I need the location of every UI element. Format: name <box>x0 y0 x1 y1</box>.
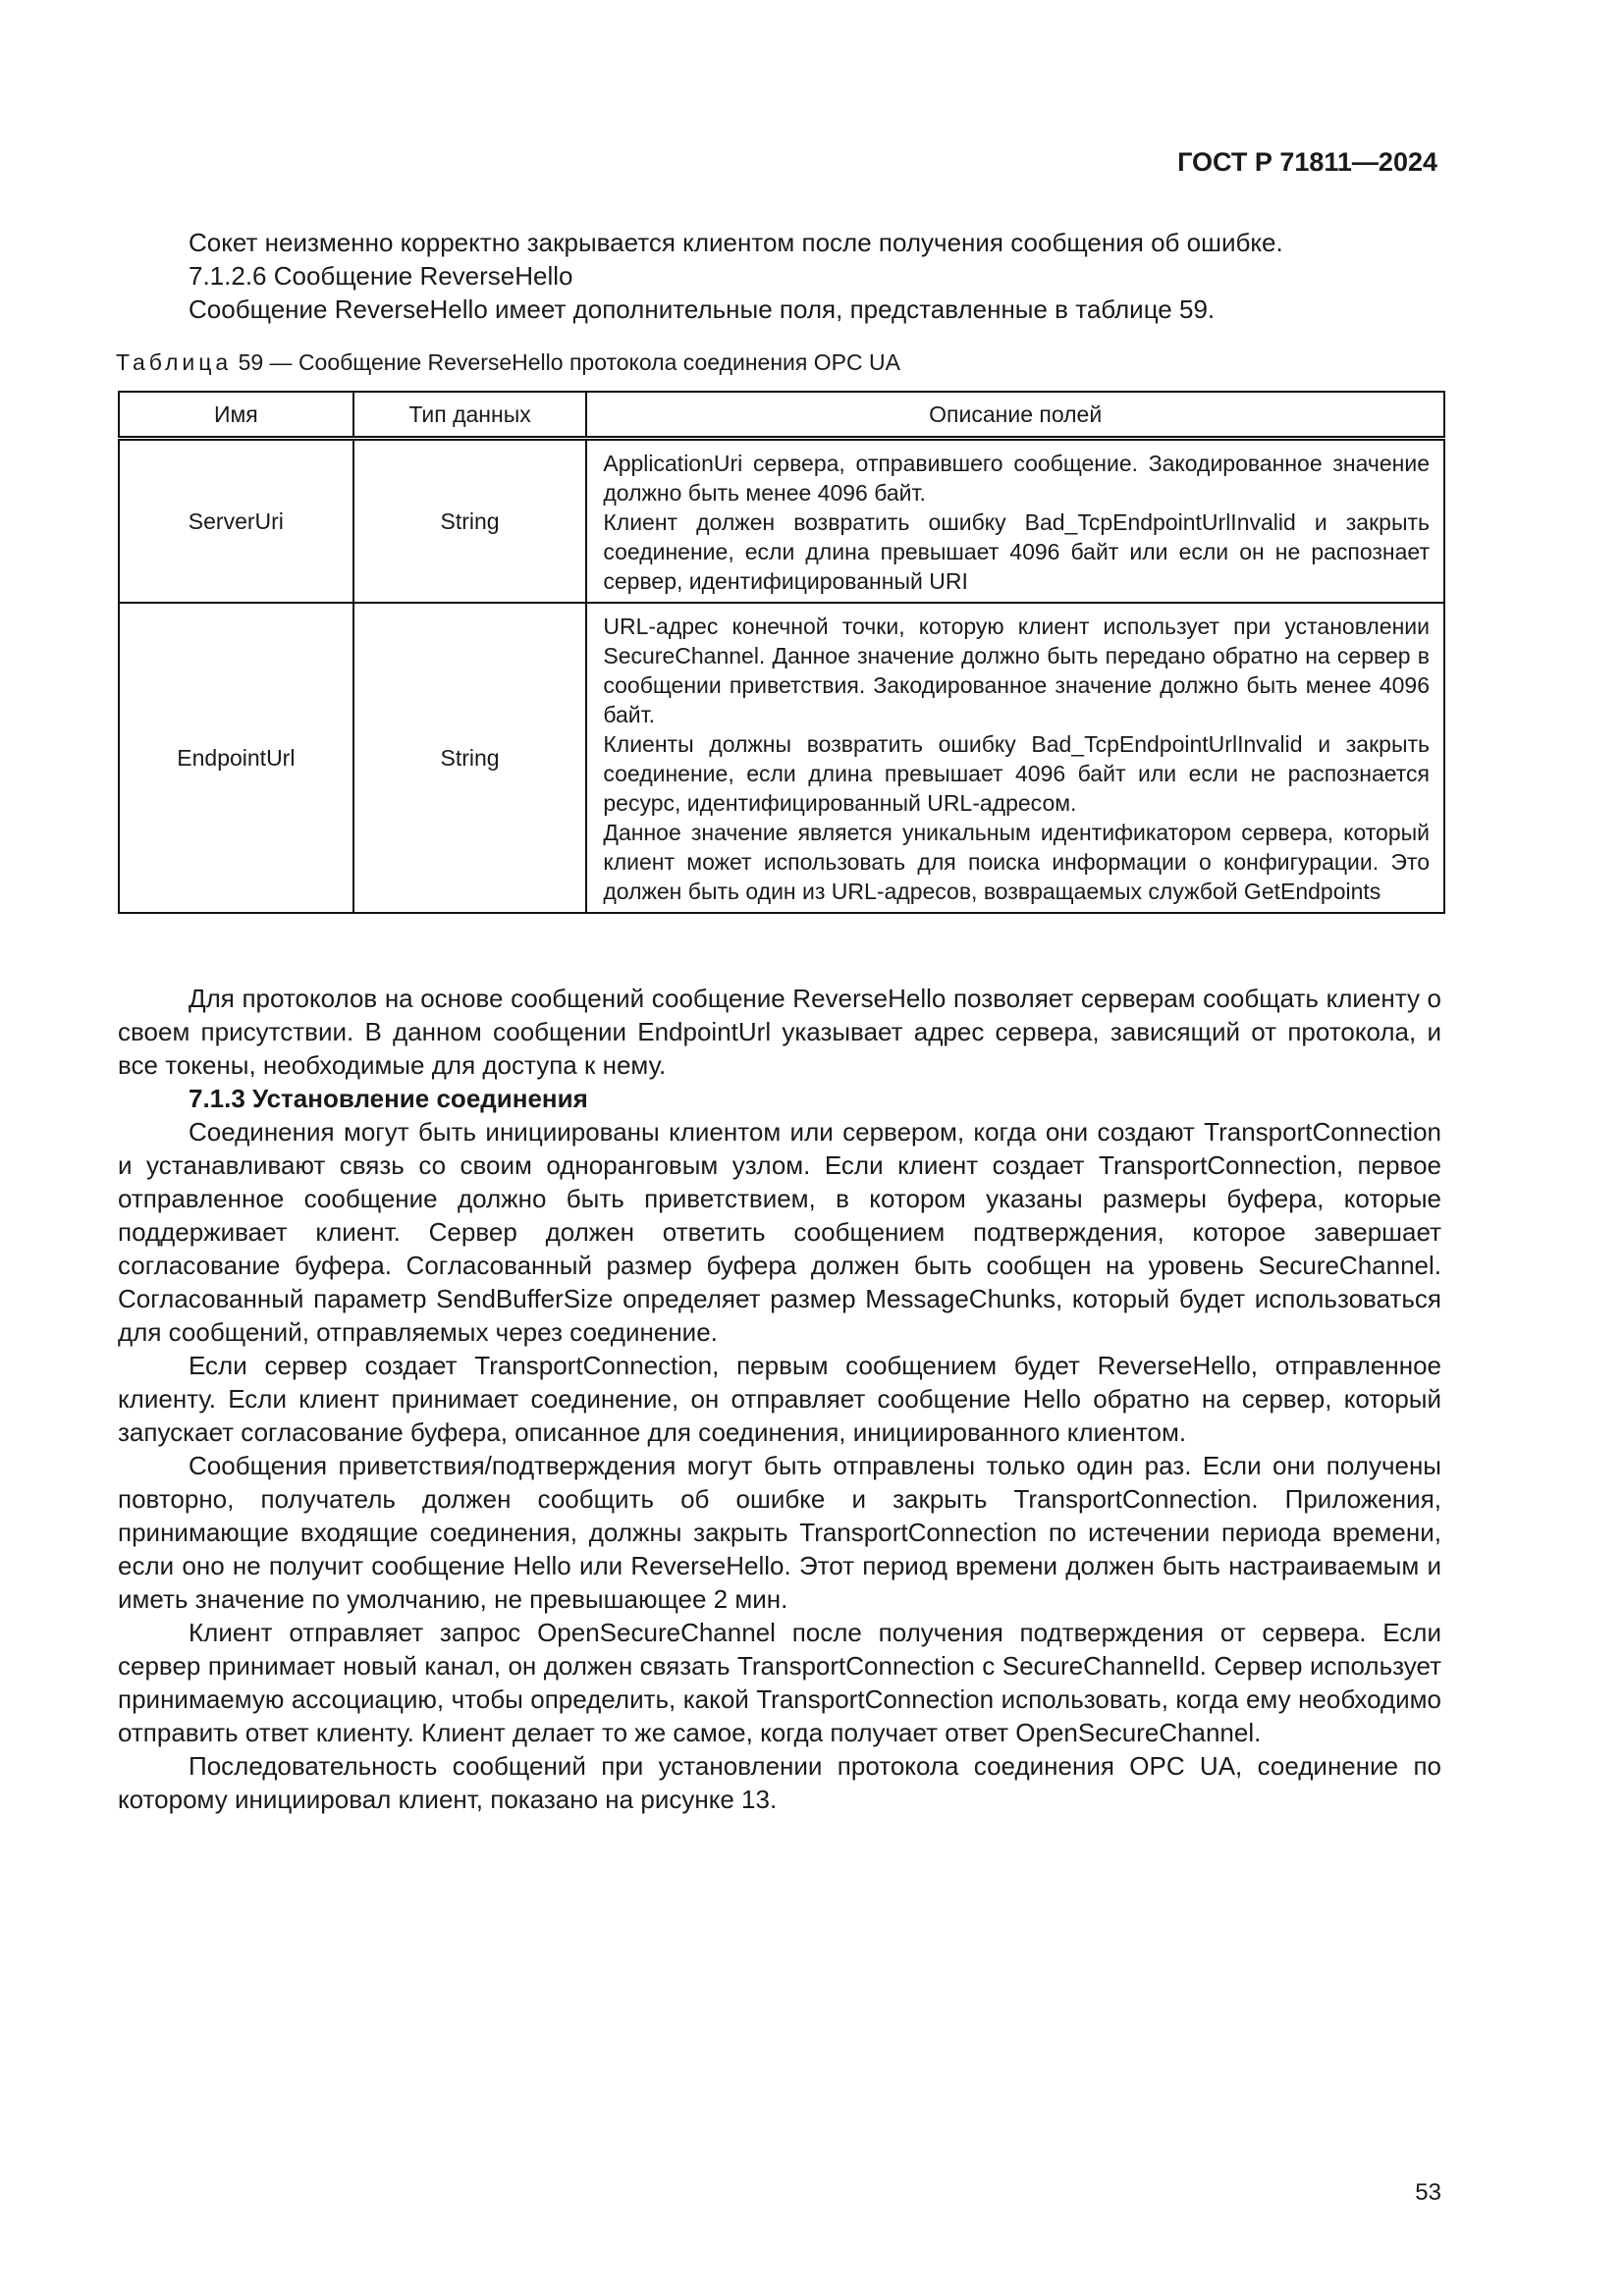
paragraph-6: Последовательность сообщений при установлении протокола соединения OPC UA, соединение по которому инициировал клиент, показано на рисунке 13. <box>118 1751 1441 1814</box>
paragraph-2: Соединения могут быть инициированы клиентом или сервером, когда они создают TransportConnection и устанавливают связь со своим одноранговым узлом. Если клиент создает TransportConnection, первое отправленное сообщение должно быть приветствием, в котором указаны размеры буфера, которые поддерживает клиент. Сервер должен ответить сообщением подтверждения, которое завершает согласование буфера. Согласованный размер буфера должен быть сообщен на уровень SecureChannel. Согласованный параметр SendBufferSize определяет размер MessageChunks, который будет использоваться для сообщений, отправляемых через соединение. <box>118 1117 1441 1347</box>
table-row <box>119 439 1444 604</box>
col-header-name: Имя <box>119 392 353 439</box>
table-caption-text: 59 — Сообщение ReverseHello протокола соединения OPC UA <box>238 349 900 375</box>
paragraph-5: Клиент отправляет запрос OpenSecureChannel после получения подтверждения от сервера. Если сервер принимает новый канал, он должен связать TransportConnection с SecureChannelId. Сервер использует принимаемую ассоциацию, чтобы определить, какой TransportConnection использовать, когда ему необходимо отправить ответ клиенту. Клиент делает то же самое, когда получает ответ OpenSecureChannel. <box>118 1618 1441 1747</box>
cell-type: String <box>353 603 587 913</box>
cell-description <box>586 439 1444 604</box>
table-header-row <box>119 392 1444 439</box>
description-paragraph: Данное значение является уникальным идентификатором сервера, который клиент может использовать для поиска информации о конфигурации. Это должен быть один из URL-адресов, возвращаемых службой GetEndpoints <box>603 820 1430 904</box>
standard-code: ГОСТ Р 71811—2024 <box>1177 147 1437 177</box>
description-paragraph: URL-адрес конечной точки, которую клиент использует при установлении SecureChannel. Данное значение должно быть передано обратно на сервер в сообщении приветствия. Закодированное значение должно быть менее 4096 байт. <box>603 614 1430 727</box>
fields-table <box>118 391 1445 914</box>
paragraph-1: Для протоколов на основе сообщений сообщение ReverseHello позволяет серверам сообщать клиенту о своем присутствии. В данном сообщении EndpointUrl указывает адрес сервера, зависящий от протокола, и все токены, необходимые для доступа к нему. <box>118 984 1441 1080</box>
intro-block <box>118 226 1441 326</box>
description-paragraph: Клиенты должны возвратить ошибку Bad_TcpEndpointUrlInvalid и закрыть соединение, если длина превышает 4096 байт или если не распознается ресурс, идентифицированный URL-адресом. <box>603 731 1430 816</box>
body-text <box>118 982 1441 1816</box>
table-caption-label: Таблица <box>116 349 233 375</box>
col-header-description: Описание полей <box>586 392 1444 439</box>
section-heading: 7.1.3 Установление соединения <box>189 1084 588 1113</box>
table-caption <box>116 349 900 376</box>
cell-description <box>586 603 1444 913</box>
paragraph-4: Сообщения приветствия/подтверждения могут быть отправлены только один раз. Если они получены повторно, получатель должен сообщить об ошибке и закрыть TransportConnection. Приложения, принимающие входящие соединения, должны закрыть TransportConnection по истечении периода времени, если оно не получит сообщение Hello или ReverseHello. Этот период времени должен быть настраиваемым и иметь значение по умолчанию, не превышающее 2 мин. <box>118 1451 1441 1614</box>
page-number: 53 <box>1415 2179 1441 2206</box>
cell-name: ServerUri <box>119 439 353 604</box>
intro-line-1: Сокет неизменно корректно закрывается клиентом после получения сообщения об ошибке. <box>189 228 1283 257</box>
table-row <box>119 603 1444 913</box>
col-header-type: Тип данных <box>353 392 587 439</box>
subsection-heading: 7.1.2.6 Сообщение ReverseHello <box>189 261 573 291</box>
description-paragraph: Клиент должен возвратить ошибку Bad_TcpEndpointUrlInvalid и закрыть соединение, если длина превышает 4096 байт или если он не распознает сервер, идентифицированный URI <box>603 509 1430 594</box>
cell-name: EndpointUrl <box>119 603 353 913</box>
cell-type: String <box>353 439 587 604</box>
intro-line-3: Сообщение ReverseHello имеет дополнительные поля, представленные в таблице 59. <box>189 294 1216 324</box>
description-paragraph: ApplicationUri сервера, отправившего сообщение. Закодированное значение должно быть менее 4096 байт. <box>603 451 1430 506</box>
paragraph-3: Если сервер создает TransportConnection, первым сообщением будет ReverseHello, отправленное клиенту. Если клиент принимает соединение, он отправляет сообщение Hello обратно на сервер, который запускает согласование буфера, описанное для соединения, инициированного клиентом. <box>118 1351 1441 1447</box>
